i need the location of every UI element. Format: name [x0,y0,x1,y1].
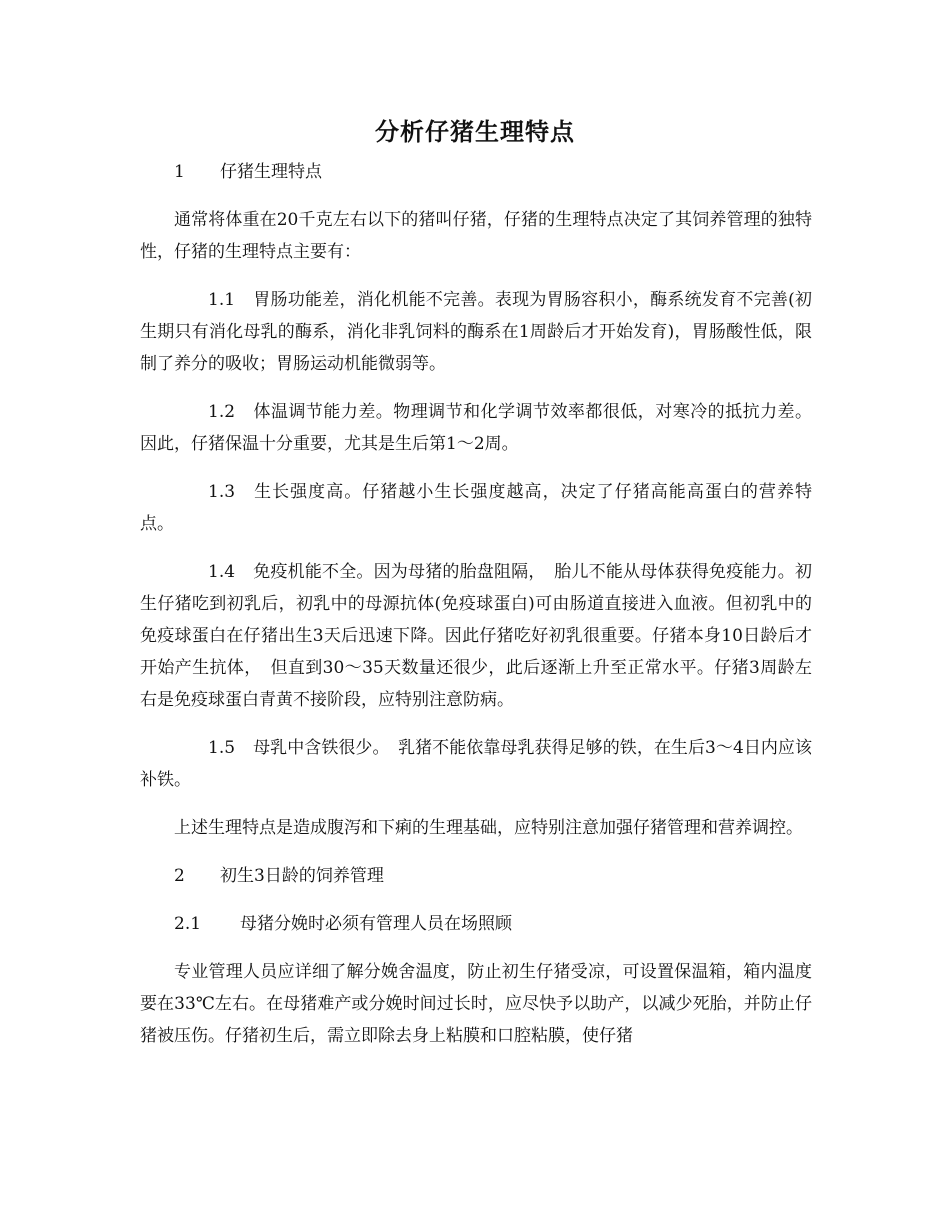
section-title: 初生3日龄的饲养管理 [220,866,384,886]
paragraph-1-5 [140,732,812,796]
section-heading-1 [140,156,812,188]
paragraph-1-1 [140,284,812,380]
section-heading-2 [140,860,812,892]
item-number: 1.3 [208,482,236,502]
section-title: 仔猪生理特点 [220,162,322,182]
section-number: 1 [174,162,185,182]
item-number: 1.1 [208,290,236,310]
subsection-number: 2.1 [174,914,202,934]
item-number: 1.2 [208,402,236,422]
item-number: 1.5 [208,738,236,758]
item-text: 体温调节能力差。物理调节和化学调节效率都很低，对寒冷的抵抗力差。因此，仔猪保温十分重要，尤其是生后第1～2周。 [140,402,812,454]
item-text: 生长强度高。仔猪越小生长强度越高，决定了仔猪高能高蛋白的营养特点。 [140,482,812,534]
document-body [140,156,812,1068]
paragraph-intro: 通常将体重在20千克左右以下的猪叫仔猪，仔猪的生理特点决定了其饲养管理的独特性，仔猪的生理特点主要有： [140,210,812,262]
paragraph-1-3 [140,476,812,540]
document-title: 分析仔猪生理特点 [375,118,575,146]
subsection-title: 母猪分娩时必须有管理人员在场照顾 [240,914,512,934]
item-text: 母乳中含铁很少。 乳猪不能依靠母乳获得足够的铁，在生后3～4日内应该补铁。 [140,738,812,790]
item-number: 1.4 [208,562,236,582]
item-text: 胃肠功能差，消化机能不完善。表现为胃肠容积小，酶系统发育不完善(初生期只有消化母乳的酶系，消化非乳饲料的酶系在1周龄后才开始发育)，胃肠酸性低，限制了养分的吸收；胃肠运动机能微弱等。 [140,290,812,374]
paragraph-summary: 上述生理特点是造成腹泻和下痢的生理基础，应特别注意加强仔猪管理和营养调控。 [174,818,803,838]
item-text: 免疫机能不全。因为母猪的胎盘阻隔， 胎儿不能从母体获得免疫能力。初生仔猪吃到初乳后，初乳中的母源抗体(免疫球蛋白)可由肠道直接进入血液。但初乳中的免疫球蛋白在仔猪出生3天后迅速下降。因此仔猪吃好初乳很重要。仔猪本身10日龄后才开始产生抗体， 但直到30～35天数量还很少，此后逐渐上升至正常水平。仔猪3周龄左右是免疫球蛋白青黄不接阶段，应特别注意防病。 [140,562,812,710]
subsection-heading-2-1 [140,908,812,940]
paragraph-2-1: 专业管理人员应详细了解分娩舍温度，防止初生仔猪受凉，可设置保温箱，箱内温度要在33℃左右。在母猪难产或分娩时间过长时，应尽快予以助产，以减少死胎，并防止仔猪被压伤。仔猪初生后，需立即除去身上粘膜和口腔粘膜，使仔猪 [140,962,812,1046]
paragraph-1-2 [140,396,812,460]
section-number: 2 [174,866,185,886]
paragraph-1-4 [140,556,812,716]
